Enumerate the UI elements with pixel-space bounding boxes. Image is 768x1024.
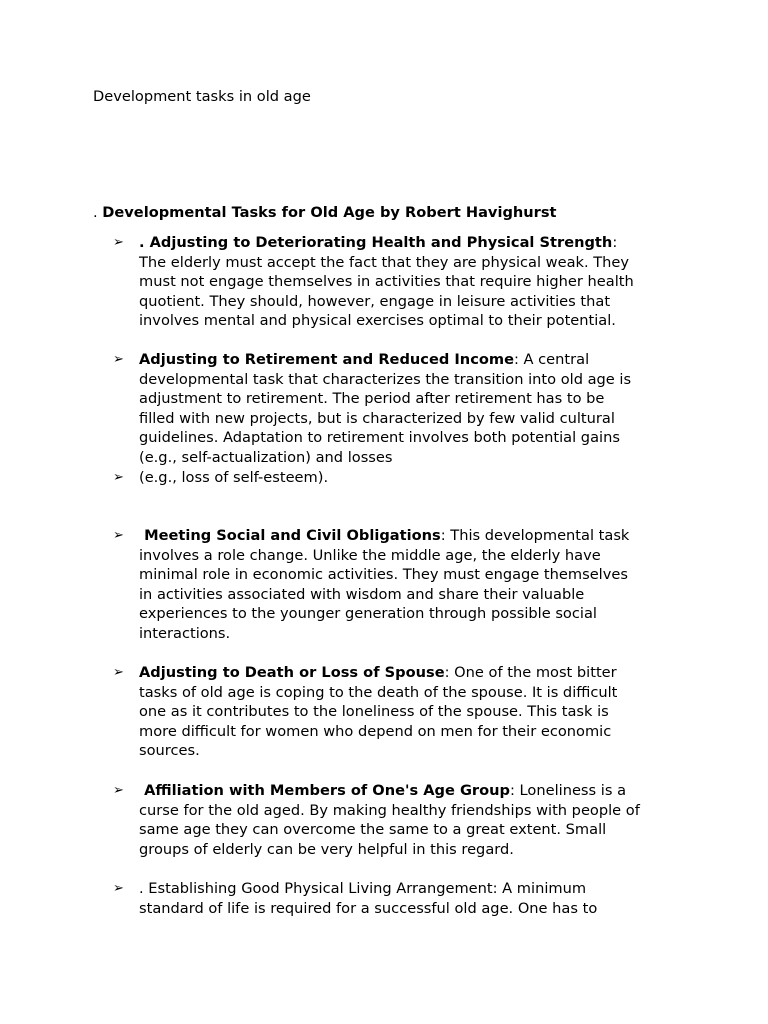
bullet-line: minimal role in economic activities. They must engage themselves xyxy=(139,566,628,584)
bullet-line: involves mental and physical exercises optimal to their potential. xyxy=(139,312,616,330)
bullet-line: interactions. xyxy=(139,624,231,642)
section-heading xyxy=(93,203,557,223)
bullet-line: in activities associated with wisdom and share their valuable xyxy=(139,585,585,603)
arrow-bullet-icon: ➢ xyxy=(113,470,124,485)
bullet-line: sources. xyxy=(139,742,200,760)
bullet-line: adjustment to retirement. The period after retirement has to be xyxy=(139,390,605,408)
bullet-item-age-group xyxy=(113,781,673,859)
bullet-title: Adjusting to Death or Loss of Spouse xyxy=(139,664,445,681)
bullet-line: guidelines. Adaptation to retirement involves both potential gains xyxy=(139,429,620,447)
bullet-item-loss-of-spouse xyxy=(113,663,673,761)
bullet-line: The elderly must accept the fact that they are physical weak. They xyxy=(139,253,630,271)
bullet-line: filled with new projects, but is characterized by few valid cultural xyxy=(139,409,615,427)
bullet-line: tasks of old age is coping to the death of the spouse. It is difficult xyxy=(139,683,618,701)
bullet-item-retirement xyxy=(113,350,673,468)
arrow-bullet-icon: ➢ xyxy=(113,665,124,680)
bullet-title: Meeting Social and Civil Obligations xyxy=(139,527,441,544)
arrow-bullet-icon: ➢ xyxy=(113,528,124,543)
bullet-title: . Adjusting to Deteriorating Health and Physical Strength xyxy=(139,234,613,251)
document-title: Development tasks in old age xyxy=(93,88,311,105)
bullet-first-line: Adjusting to Retirement and Reduced Income: A central xyxy=(139,351,590,368)
bullet-line: groups of elderly can be very helpful in this regard. xyxy=(139,840,514,858)
bullet-line: quotient. They should, however, engage in leisure activities that xyxy=(139,292,611,310)
section-heading-text: Developmental Tasks for Old Age by Robert Havighurst xyxy=(102,204,557,221)
bullet-line: (e.g., self-actualization) and losses xyxy=(139,448,393,466)
bullet-title: Adjusting to Retirement and Reduced Income xyxy=(139,351,514,368)
arrow-bullet-icon: ➢ xyxy=(113,352,124,367)
bullet-line: same age they can overcome the same to a great extent. Small xyxy=(139,821,607,839)
bullet-first-line: Meeting Social and Civil Obligations: This developmental task xyxy=(139,527,630,544)
arrow-bullet-icon: ➢ xyxy=(113,235,124,250)
bullet-line: (e.g., loss of self-esteem). xyxy=(139,469,329,486)
bullet-line: developmental task that characterizes the transition into old age is xyxy=(139,370,632,388)
bullet-line: one as it contributes to the loneliness of the spouse. This task is xyxy=(139,703,609,721)
bullet-item-social-obligations xyxy=(113,526,673,644)
bullet-line: involves a role change. Unlike the middle age, the elderly have xyxy=(139,546,601,564)
bullet-first-line: . Adjusting to Deteriorating Health and Physical Strength: xyxy=(139,234,618,251)
bullet-line: experiences to the younger generation through possible social xyxy=(139,605,597,623)
bullet-first-line: Adjusting to Death or Loss of Spouse: One of the most bitter xyxy=(139,664,617,681)
bullet-item-living-arrangement xyxy=(113,879,673,918)
bullet-line: must not engage themselves in activities that require higher health xyxy=(139,273,634,291)
bullet-line: more difficult for women who depend on men for their economic xyxy=(139,722,612,740)
bullet-line: . Establishing Good Physical Living Arrangement: A minimum xyxy=(139,880,587,897)
bullet-title: Affiliation with Members of One's Age Group xyxy=(139,782,510,799)
bullet-line: curse for the old aged. By making healthy friendships with people of xyxy=(139,801,640,819)
bullet-first-line: Affiliation with Members of One's Age Group: Loneliness is a xyxy=(139,782,627,799)
section-heading-prefix: . xyxy=(93,204,103,221)
bullet-line: standard of life is required for a successful old age. One has to xyxy=(139,899,598,917)
arrow-bullet-icon: ➢ xyxy=(113,783,124,798)
bullet-item-health xyxy=(113,233,673,331)
bullet-item-self-esteem xyxy=(113,468,673,488)
arrow-bullet-icon: ➢ xyxy=(113,881,124,896)
